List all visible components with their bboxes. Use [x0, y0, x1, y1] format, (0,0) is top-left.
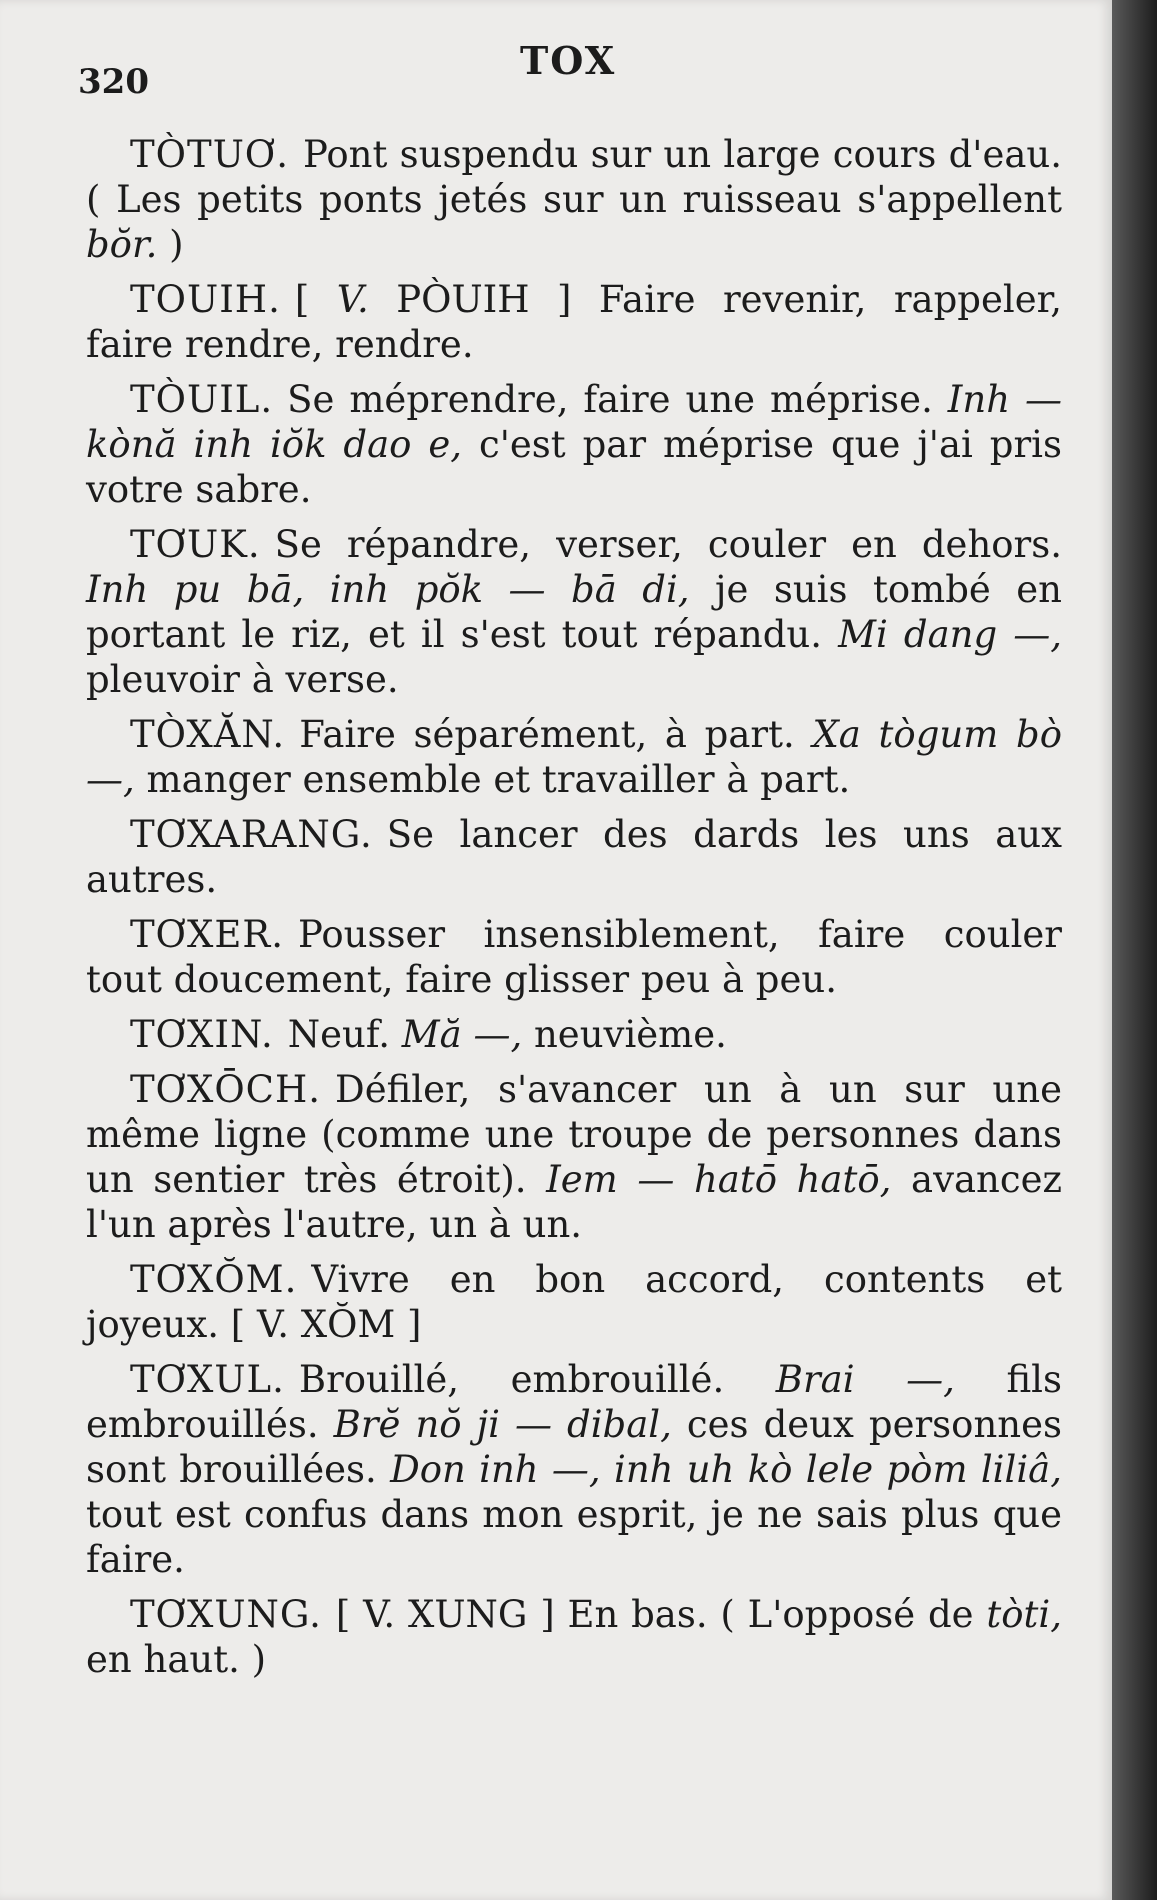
entry-definition: )	[157, 223, 184, 266]
entry-example: Mă —,	[401, 1013, 523, 1056]
entry-headword: TƠXŌCH.	[130, 1068, 322, 1111]
dictionary-entry	[86, 712, 1062, 802]
dictionary-entry	[86, 1257, 1062, 1347]
dictionary-entry	[86, 812, 1062, 902]
entry-definition: neuvième.	[522, 1013, 727, 1056]
running-head: TOX	[520, 38, 617, 83]
entry-headword: TÒXĂN.	[130, 713, 286, 756]
entry-definition: Neuf.	[287, 1013, 402, 1056]
entry-headword: TÒUIL.	[130, 378, 274, 421]
entry-definition: Se méprendre, faire une méprise.	[287, 378, 948, 421]
entry-definition: Se lancer des dards les uns aux autres.	[86, 813, 1062, 901]
entry-example: Inh — kònă inh iŏk dao e,	[86, 378, 1062, 466]
entry-example: V.	[336, 278, 369, 321]
page-number: 320	[78, 62, 149, 102]
entry-definition: c'est par méprise que j'ai pris votre sabre.	[86, 423, 1062, 511]
entry-example: Iem — hatō hatō,	[546, 1158, 892, 1201]
entry-headword: TÒTUƠ.	[130, 133, 289, 176]
dictionary-entry	[86, 1067, 1062, 1247]
entry-definition: Faire séparément, à part.	[299, 713, 813, 756]
entry-headword: TƠUK.	[130, 523, 261, 566]
entry-definition: tout est confus dans mon esprit, je ne sais plus que faire.	[86, 1493, 1062, 1581]
entry-definition: [ V. XUNG ] En bas. ( L'opposé de	[335, 1593, 987, 1636]
entry-definition: je suis tombé en portant le riz, et il s'est tout répandu.	[86, 568, 1062, 656]
entry-definition: fils embrouillés.	[86, 1358, 1063, 1446]
entry-headword: TƠXŎM.	[130, 1258, 298, 1301]
entry-definition: pleuvoir à verse.	[86, 658, 399, 701]
entry-example: Xa tògum bò —,	[86, 713, 1062, 801]
dictionary-entry	[86, 277, 1062, 367]
entry-example: Inh pu bā, inh pŏk — bā di,	[86, 568, 690, 611]
book-edge	[1112, 0, 1157, 1900]
entry-headword: TƠXIN.	[130, 1013, 274, 1056]
entry-definition: [	[294, 278, 337, 321]
entry-example: tòti,	[986, 1593, 1062, 1636]
entry-definition: Brouillé, embrouillé.	[298, 1358, 776, 1401]
dictionary-entry	[86, 1357, 1062, 1582]
entry-example: Mi dang —,	[838, 613, 1062, 656]
dictionary-entry	[86, 522, 1062, 702]
entry-definition: Vivre en bon accord, contents et joyeux. [ V. XŎM ]	[86, 1258, 1062, 1346]
entry-headword: TOUIH.	[130, 278, 281, 321]
entry-definition: Défiler, s'avancer un à un sur une même ligne (comme une troupe de personnes dans un sentier très étroit).	[86, 1068, 1062, 1201]
entry-example: bŏr.	[86, 223, 158, 266]
entry-definition: avancez l'un après l'autre, un à un.	[86, 1158, 1062, 1246]
entry-list	[86, 132, 1062, 1692]
entry-definition: manger ensemble et travailler à part.	[134, 758, 851, 801]
dictionary-entry	[86, 132, 1062, 267]
entry-headword: TƠXUNG.	[130, 1593, 322, 1636]
dictionary-entry	[86, 1012, 1062, 1057]
entry-definition: ces deux personnes sont brouillées.	[86, 1403, 1062, 1491]
entry-example: Brai —,	[775, 1358, 955, 1401]
entry-headword: TƠXUL.	[130, 1358, 285, 1401]
entry-definition: Se répandre, verser, couler en dehors.	[274, 523, 1062, 566]
entry-example: Brĕ nŏ ji — dibal,	[333, 1403, 672, 1446]
entry-example: Don inh —, inh uh kò lele pòm liliâ,	[390, 1448, 1062, 1491]
entry-definition: PÒUIH ] Faire revenir, rappeler, faire rendre, rendre.	[86, 278, 1062, 366]
dictionary-entry	[86, 377, 1062, 512]
dictionary-entry	[86, 912, 1062, 1002]
entry-definition: Pousser insensiblement, faire couler tout doucement, faire glisser peu à peu.	[86, 913, 1062, 1001]
entry-definition: Pont suspendu sur un large cours d'eau. ( Les petits ponts jetés sur un ruisseau s'appellent	[86, 133, 1062, 221]
entry-definition: en haut. )	[86, 1638, 267, 1681]
entry-headword: TƠXER.	[130, 913, 284, 956]
dictionary-entry	[86, 1592, 1062, 1682]
entry-headword: TƠXARANG.	[130, 813, 373, 856]
